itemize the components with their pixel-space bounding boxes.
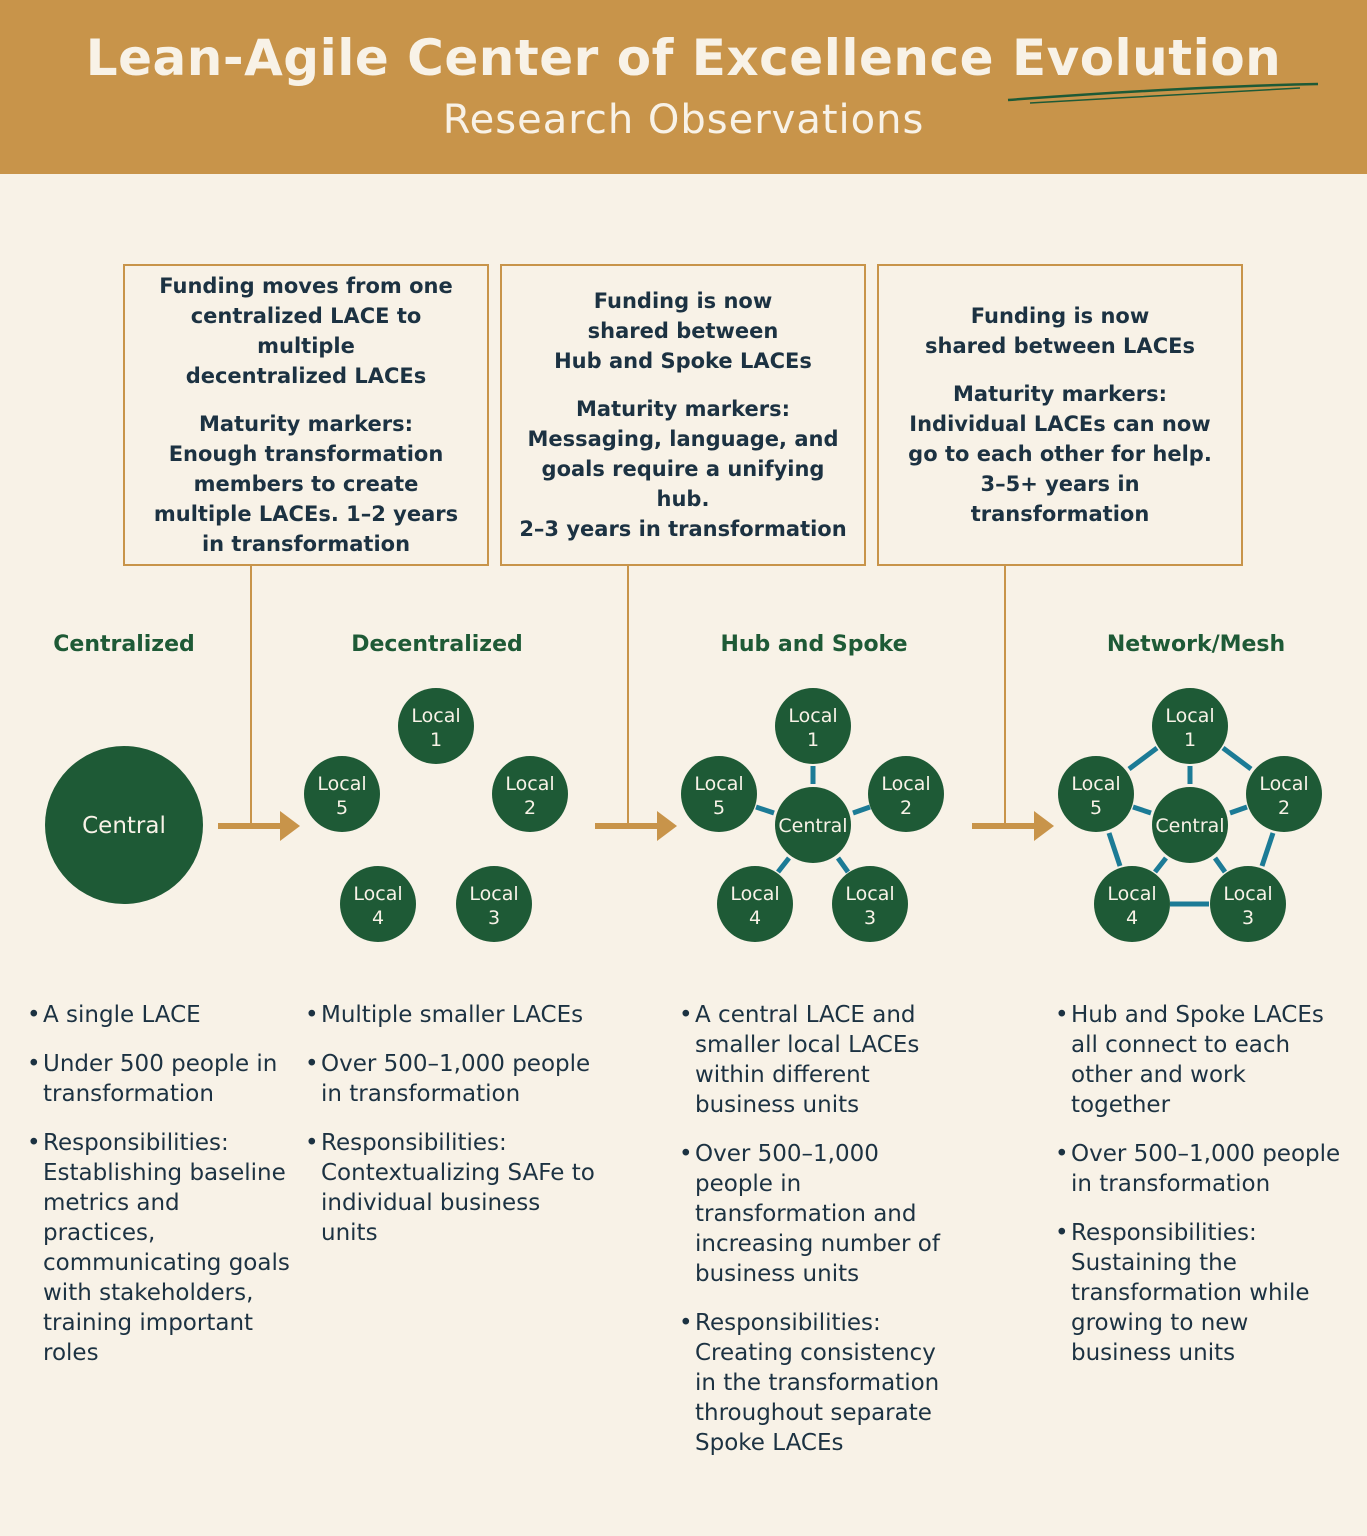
svg-text:Local: Local	[505, 773, 555, 795]
stage-title-hub-spoke: Hub and Spoke	[720, 632, 908, 657]
list-item: • A single LACE	[27, 1000, 297, 1030]
svg-text:Local: Local	[1071, 773, 1121, 795]
funding-line: Funding is now	[970, 304, 1150, 328]
maturity-line: Maturity markers:	[953, 382, 1167, 406]
local-node	[717, 866, 793, 942]
funding-line: decentralized LACEs	[185, 364, 427, 388]
maturity-line: 3–5+ years in transformation	[970, 472, 1150, 526]
svg-text:1: 1	[806, 729, 820, 751]
list-item: • Responsibilities: Contextualizing SAFe to individual business units	[305, 1128, 595, 1248]
svg-text:Local: Local	[1107, 883, 1157, 905]
svg-text:Local: Local	[788, 705, 838, 727]
funding-line: Hub and Spoke LACEs	[554, 349, 812, 373]
svg-text:3: 3	[863, 907, 877, 929]
svg-text:Local: Local	[1165, 705, 1215, 727]
stage-title-decentralized: Decentralized	[351, 632, 523, 657]
page-subtitle: Research Observations	[442, 97, 925, 143]
stage-title-network-mesh: Network/Mesh	[1106, 632, 1286, 657]
maturity-line: 2–3 years in transformation	[519, 517, 847, 541]
list-item: • Hub and Spoke LACEs all connect to each other and work together	[1055, 1000, 1345, 1120]
funding-line: centralized LACE to multiple	[190, 304, 422, 358]
central-node	[775, 787, 851, 863]
network-mesh-bullets	[1055, 1000, 1345, 1387]
svg-text:4: 4	[371, 907, 385, 929]
svg-text:Local: Local	[1223, 883, 1273, 905]
local-node	[398, 688, 474, 764]
funding-line: shared between	[587, 319, 779, 343]
svg-text:Central: Central	[778, 815, 848, 837]
centralized-bullets	[27, 1000, 297, 1387]
svg-text:Local: Local	[1259, 773, 1309, 795]
local-node	[832, 866, 908, 942]
funding-line: shared between LACEs	[925, 334, 1195, 358]
svg-text:Central: Central	[82, 813, 166, 839]
maturity-line: in transformation	[201, 532, 411, 556]
svg-text:Local: Local	[317, 773, 367, 795]
svg-text:Local: Local	[411, 705, 461, 727]
svg-text:Local: Local	[694, 773, 744, 795]
svg-text:Local: Local	[469, 883, 519, 905]
local-node	[1152, 688, 1228, 764]
svg-text:Local: Local	[353, 883, 403, 905]
maturity-line: go to each other for help.	[908, 442, 1212, 466]
local-node	[492, 756, 568, 832]
hub-spoke-bullets	[679, 1000, 964, 1477]
svg-text:4: 4	[1125, 907, 1139, 929]
svg-text:5: 5	[335, 797, 349, 819]
svg-text:5: 5	[712, 797, 726, 819]
svg-text:2: 2	[523, 797, 537, 819]
maturity-line: members to create	[193, 472, 419, 496]
page-title: Lean-Agile Center of Excellence Evolution	[85, 29, 1282, 87]
svg-text:Local: Local	[881, 773, 931, 795]
local-node	[681, 756, 757, 832]
maturity-line: Enough transformation	[168, 442, 444, 466]
local-node	[456, 866, 532, 942]
list-item: • A central LACE and smaller local LACEs within different business units	[679, 1000, 964, 1120]
maturity-line: goals require a unifying hub.	[541, 457, 825, 511]
svg-text:3: 3	[1241, 907, 1255, 929]
funding-line: Funding moves from one	[159, 274, 453, 298]
svg-text:Local: Local	[730, 883, 780, 905]
list-item: • Over 500–1,000 people in transformation	[1055, 1139, 1345, 1199]
local-node	[340, 866, 416, 942]
svg-text:1: 1	[429, 729, 443, 751]
funding-line: Funding is now	[593, 289, 773, 313]
svg-text:2: 2	[1277, 797, 1291, 819]
maturity-line: Individual LACEs can now	[909, 412, 1211, 436]
list-item: • Multiple smaller LACEs	[305, 1000, 595, 1030]
list-item: • Under 500 people in transformation	[27, 1049, 297, 1109]
list-item: • Over 500–1,000 people in transformation and increasing number of business units	[679, 1139, 964, 1289]
central-node	[1152, 787, 1228, 863]
stage-title-centralized: Centralized	[53, 632, 195, 657]
local-node	[1094, 866, 1170, 942]
local-node	[1210, 866, 1286, 942]
svg-text:2: 2	[899, 797, 913, 819]
svg-text:Central: Central	[1155, 815, 1225, 837]
list-item: • Responsibilities: Creating consistency in the transformation throughout separate Spoke LACEs	[679, 1308, 964, 1458]
svg-text:1: 1	[1183, 729, 1197, 751]
local-node	[868, 756, 944, 832]
svg-text:5: 5	[1089, 797, 1103, 819]
maturity-line: Maturity markers:	[199, 412, 413, 436]
svg-text:4: 4	[748, 907, 762, 929]
decentralized-bullets	[305, 1000, 595, 1267]
list-item: • Responsibilities: Sustaining the transformation while growing to new business units	[1055, 1218, 1345, 1368]
local-node	[1058, 756, 1134, 832]
local-node	[1246, 756, 1322, 832]
svg-text:Local: Local	[845, 883, 895, 905]
maturity-line: Maturity markers:	[576, 397, 790, 421]
maturity-line: Messaging, language, and	[527, 427, 839, 451]
maturity-line: multiple LACEs. 1–2 years	[153, 502, 459, 526]
svg-text:3: 3	[487, 907, 501, 929]
local-node	[775, 688, 851, 764]
local-node	[304, 756, 380, 832]
central-node	[45, 746, 203, 904]
list-item: • Responsibilities: Establishing baseline metrics and practices, communicating goals with stakeholders, training important roles	[27, 1128, 297, 1368]
list-item: • Over 500–1,000 people in transformation	[305, 1049, 595, 1109]
